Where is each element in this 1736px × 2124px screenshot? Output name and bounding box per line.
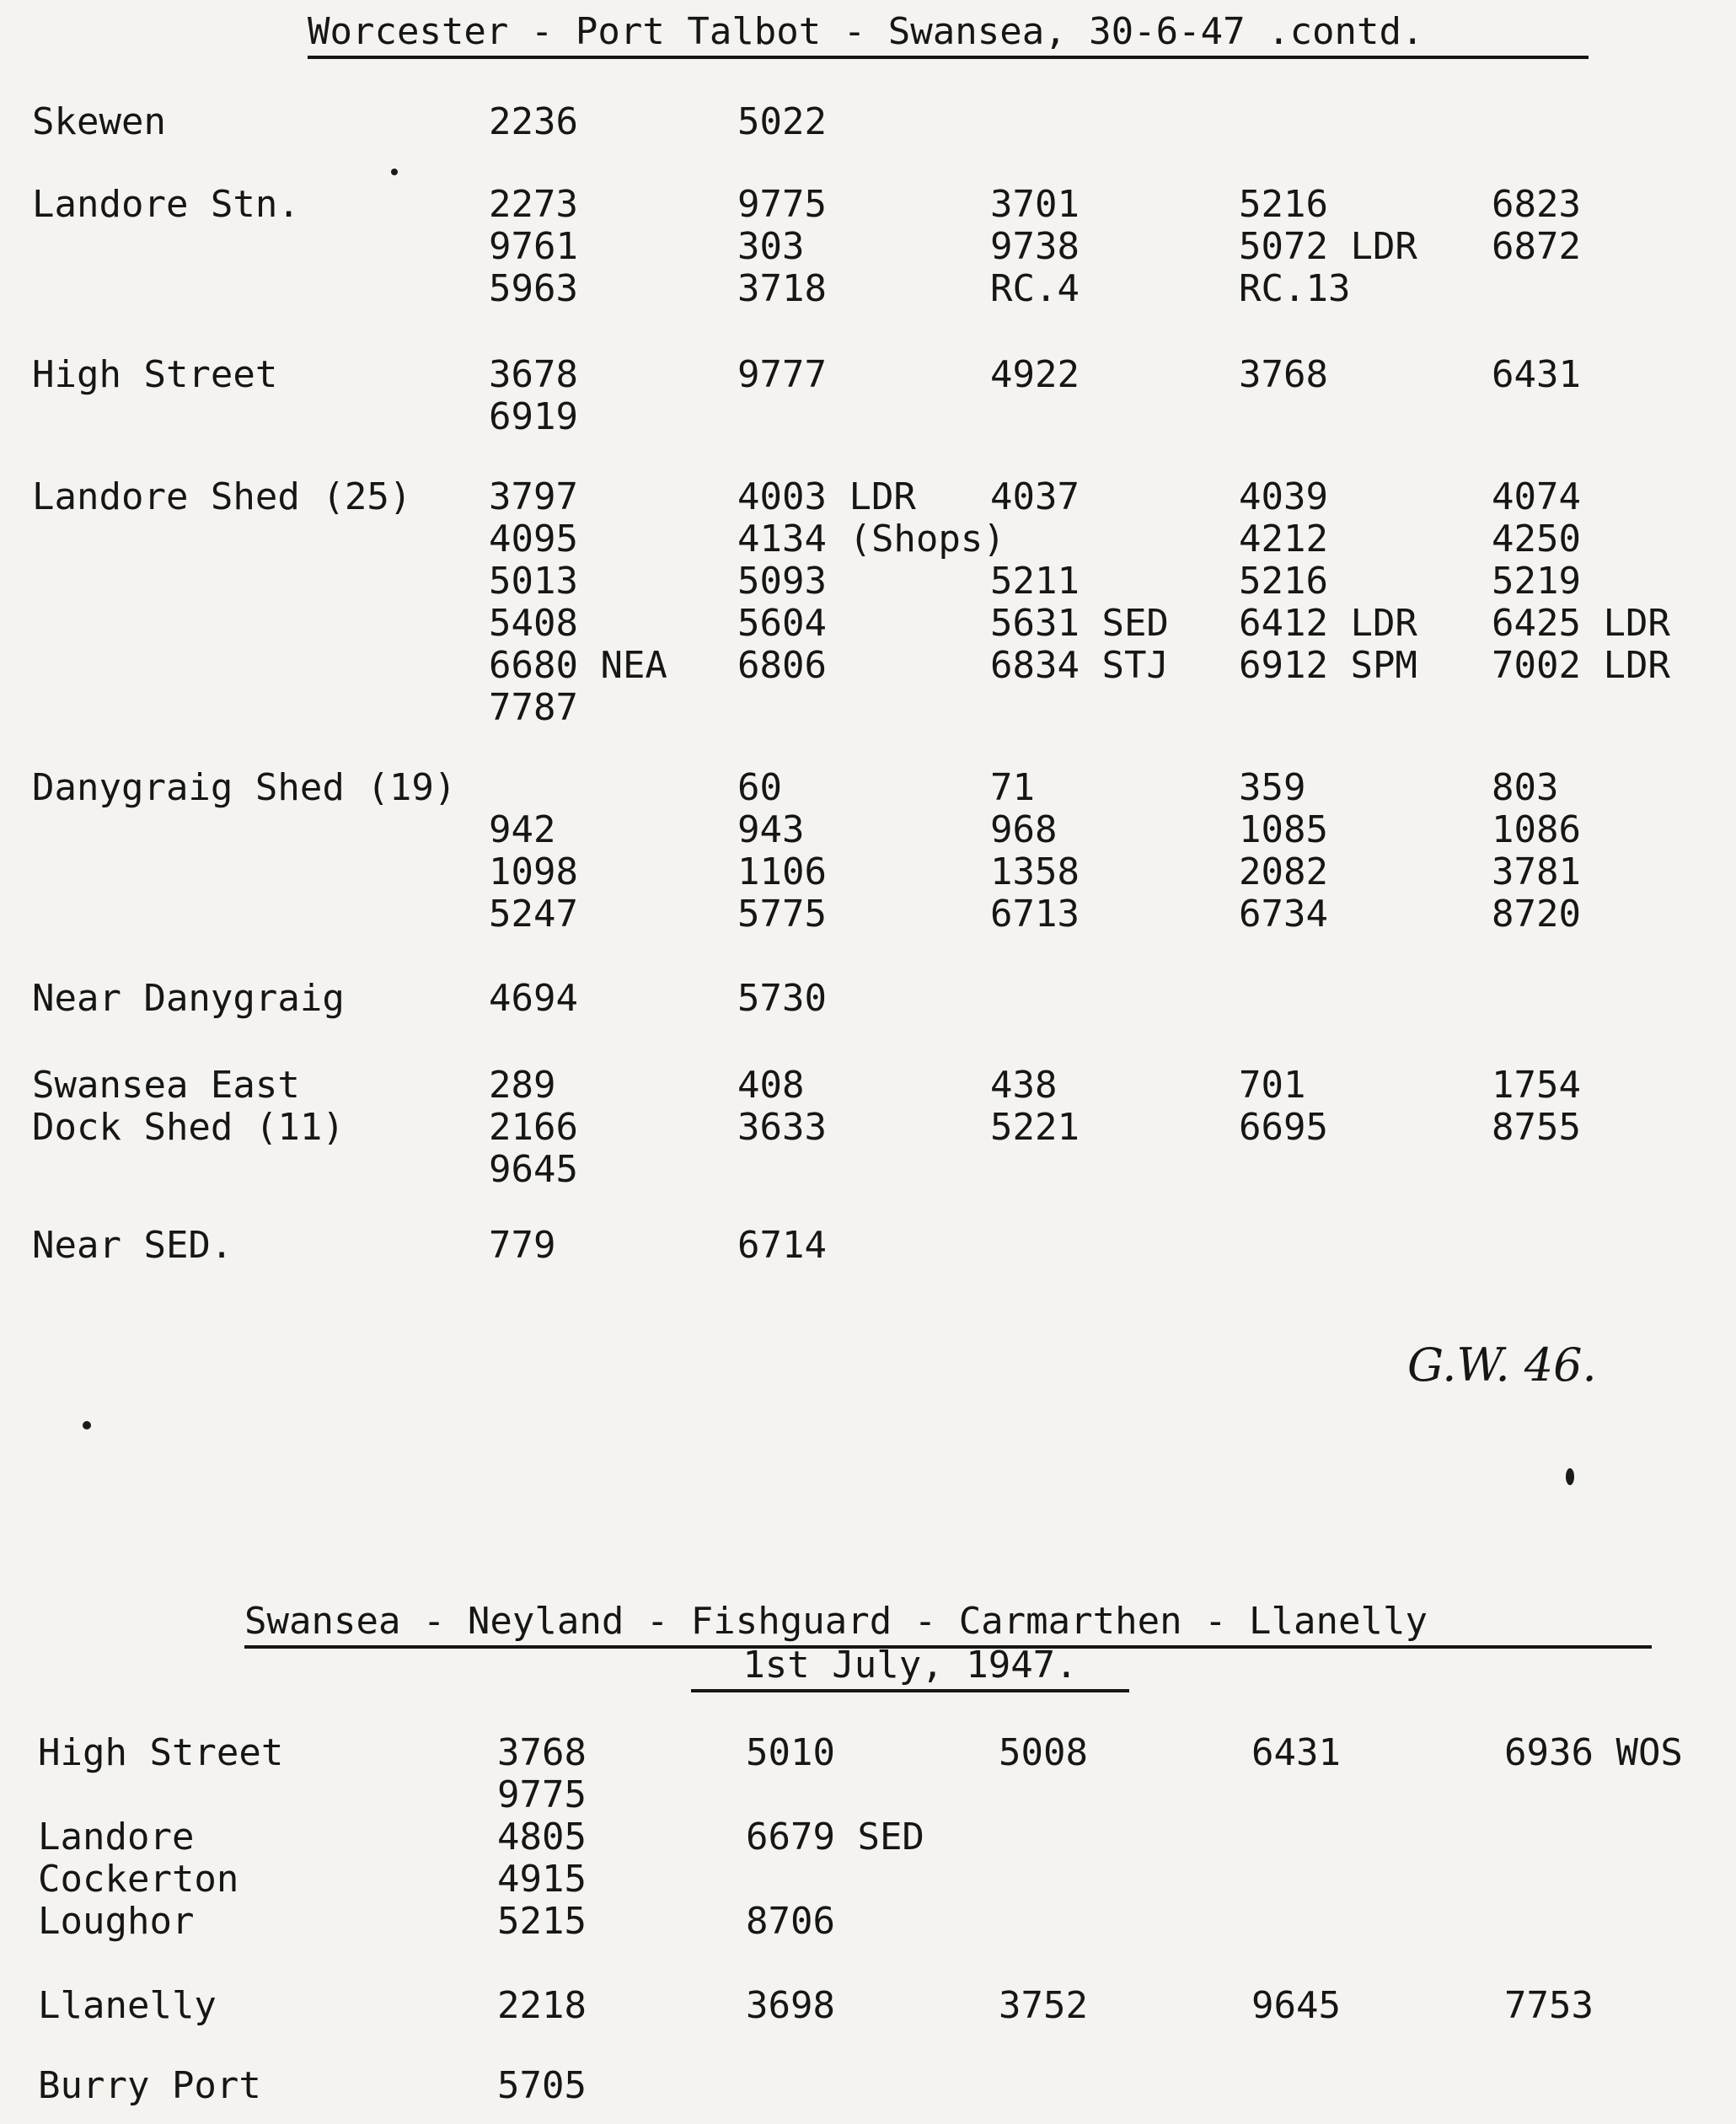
engine-number: 7787 [489, 686, 578, 729]
engine-number: 9645 [1251, 1984, 1341, 2027]
engine-number: 3768 [497, 1731, 587, 1774]
engine-number: 5216 [1239, 560, 1328, 603]
engine-number: 5705 [497, 2064, 587, 2107]
engine-number: 6919 [489, 395, 578, 438]
engine-number: 1106 [737, 850, 827, 893]
engine-number: 4915 [497, 1858, 587, 1901]
engine-number: 9775 [497, 1773, 587, 1816]
engine-number: 2236 [489, 100, 578, 143]
station-label-line2: Dock Shed (11) [32, 1106, 345, 1149]
engine-number: 9777 [737, 353, 827, 396]
engine-number: 438 [990, 1064, 1058, 1107]
engine-number: 9738 [990, 225, 1080, 268]
engine-number: 71 [990, 766, 1035, 809]
engine-number: 408 [737, 1064, 805, 1107]
engine-number: 5730 [737, 977, 827, 1020]
engine-number: 5072 LDR [1239, 225, 1417, 268]
engine-number: 60 [737, 766, 782, 809]
engine-number: 8755 [1492, 1106, 1581, 1149]
engine-number: 779 [489, 1224, 556, 1267]
engine-number: 7753 [1504, 1984, 1594, 2027]
station-label: High Street [38, 1731, 284, 1774]
engine-number: 5010 [746, 1731, 835, 1774]
engine-number: 5247 [489, 893, 578, 936]
engine-number: 6412 LDR [1239, 602, 1417, 645]
engine-number: 8720 [1492, 893, 1581, 936]
engine-number: 3718 [737, 267, 827, 310]
engine-number: 5604 [737, 602, 827, 645]
station-label: Near SED. [32, 1224, 233, 1267]
ink-speck [1566, 1468, 1574, 1485]
engine-number: 3698 [746, 1984, 835, 2027]
engine-number: 4003 LDR [737, 475, 916, 518]
engine-number: RC.13 [1239, 267, 1351, 310]
engine-number: 5093 [737, 560, 827, 603]
engine-number: 6679 SED [746, 1816, 924, 1858]
station-label: Danygraig Shed (19) [32, 766, 457, 809]
engine-number: 5631 SED [990, 602, 1169, 645]
engine-number: 6734 [1239, 893, 1328, 936]
engine-number: 6834 STJ [990, 644, 1169, 687]
engine-number: 2082 [1239, 850, 1328, 893]
engine-number: 6714 [737, 1224, 827, 1267]
engine-number: 4039 [1239, 475, 1328, 518]
handwritten-note: G.W. 46. [1407, 1338, 1597, 1392]
engine-number: 8706 [746, 1900, 835, 1943]
engine-number: 5221 [990, 1106, 1080, 1149]
station-label: High Street [32, 353, 278, 396]
engine-number: 3781 [1492, 850, 1581, 893]
section2-title-line1: Swansea - Neyland - Fishguard - Carmarthen - Llanelly [244, 1600, 1652, 1649]
engine-number: 9761 [489, 225, 578, 268]
ink-speck [391, 169, 398, 175]
section2-title-line2: 1st July, 1947. [691, 1644, 1129, 1692]
engine-number: 1098 [489, 850, 578, 893]
engine-number: 9645 [489, 1148, 578, 1191]
engine-number: 6912 SPM [1239, 644, 1417, 687]
engine-number: 6425 LDR [1492, 602, 1670, 645]
engine-number: RC.4 [990, 267, 1080, 310]
engine-number: 4074 [1492, 475, 1581, 518]
engine-number: 5008 [999, 1731, 1088, 1774]
engine-number: 2166 [489, 1106, 578, 1149]
engine-number: 803 [1492, 766, 1559, 809]
station-label: Near Danygraig [32, 977, 345, 1020]
engine-number: 943 [737, 808, 805, 851]
engine-number: 6823 [1492, 183, 1581, 226]
engine-number: 7002 LDR [1492, 644, 1670, 687]
engine-number: 6431 [1492, 353, 1581, 396]
engine-number: 5013 [489, 560, 578, 603]
engine-number: 968 [990, 808, 1058, 851]
section1-title: Worcester - Port Talbot - Swansea, 30-6-47 .contd. [308, 10, 1589, 59]
engine-number: 1085 [1239, 808, 1328, 851]
engine-number: 5216 [1239, 183, 1328, 226]
engine-number: 4037 [990, 475, 1080, 518]
engine-number: 4922 [990, 353, 1080, 396]
engine-number: 3768 [1239, 353, 1328, 396]
station-label: Landore [38, 1816, 195, 1858]
engine-number: 5408 [489, 602, 578, 645]
engine-number: 2273 [489, 183, 578, 226]
station-label: Swansea East [32, 1064, 300, 1107]
engine-number: 4212 [1239, 518, 1328, 560]
engine-number: 4250 [1492, 518, 1581, 560]
engine-number: 5022 [737, 100, 827, 143]
engine-number: 5219 [1492, 560, 1581, 603]
engine-number: 5215 [497, 1900, 587, 1943]
engine-number: 359 [1239, 766, 1306, 809]
station-label: Landore Shed (25) [32, 475, 412, 518]
engine-number: 701 [1239, 1064, 1306, 1107]
ink-speck [83, 1421, 91, 1429]
station-label: Llanelly [38, 1984, 217, 2027]
station-label: Landore Stn. [32, 183, 300, 226]
engine-number: 4694 [489, 977, 578, 1020]
station-label: Loughor [38, 1900, 195, 1943]
engine-number: 6713 [990, 893, 1080, 936]
engine-number: 5775 [737, 893, 827, 936]
engine-number: 289 [489, 1064, 556, 1107]
engine-number: 942 [489, 808, 556, 851]
engine-number: 9775 [737, 183, 827, 226]
engine-number: 1358 [990, 850, 1080, 893]
engine-number: 1086 [1492, 808, 1581, 851]
engine-number: 303 [737, 225, 805, 268]
engine-number: 3797 [489, 475, 578, 518]
engine-number: 6680 NEA [489, 644, 667, 687]
engine-number: 5211 [990, 560, 1080, 603]
engine-number: 3752 [999, 1984, 1088, 2027]
station-label: Skewen [32, 100, 166, 143]
engine-number: 4805 [497, 1816, 587, 1858]
engine-number: 6695 [1239, 1106, 1328, 1149]
engine-number: 6806 [737, 644, 827, 687]
engine-number: 3678 [489, 353, 578, 396]
engine-number: 2218 [497, 1984, 587, 2027]
station-label: Cockerton [38, 1858, 239, 1901]
engine-number: 5963 [489, 267, 578, 310]
engine-number: 3701 [990, 183, 1080, 226]
engine-number: 4134 (Shops) [737, 518, 1005, 560]
engine-number: 6936 WOS [1504, 1731, 1683, 1774]
engine-number: 1754 [1492, 1064, 1581, 1107]
station-label: Burry Port [38, 2064, 261, 2107]
engine-number: 6431 [1251, 1731, 1341, 1774]
engine-number: 3633 [737, 1106, 827, 1149]
engine-number: 4095 [489, 518, 578, 560]
engine-number: 6872 [1492, 225, 1581, 268]
